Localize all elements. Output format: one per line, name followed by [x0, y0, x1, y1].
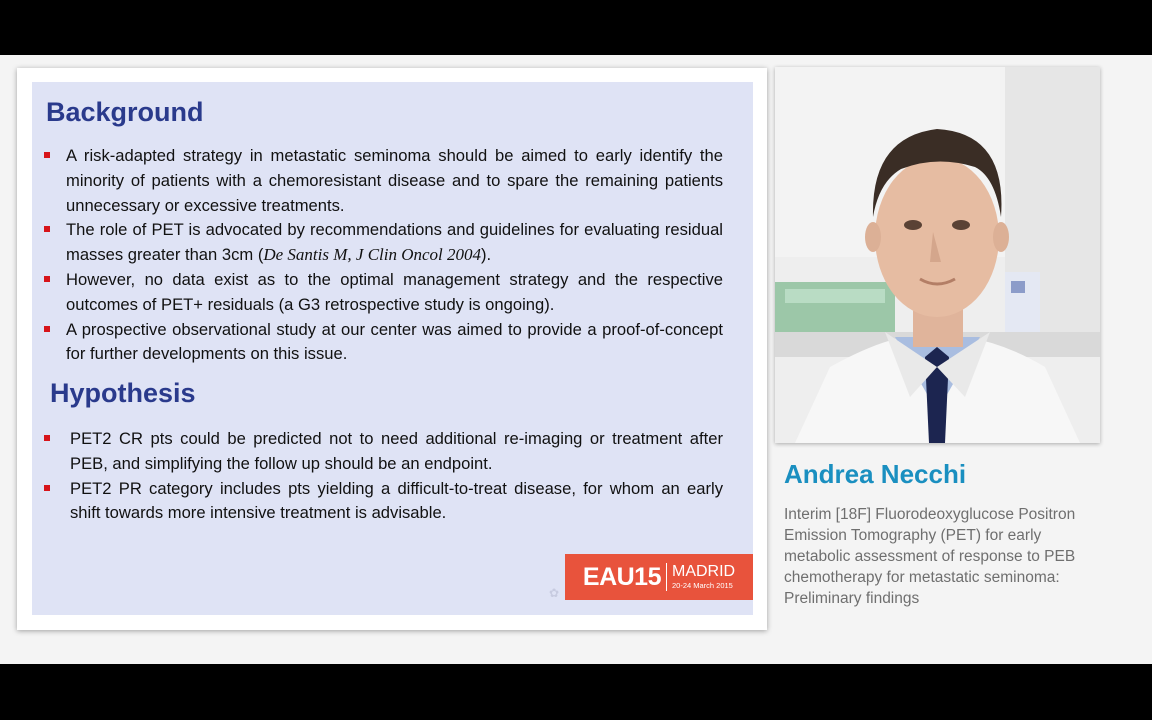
logo-dates: 20-24 March 2015 — [671, 581, 733, 591]
bullet-icon — [44, 326, 50, 332]
hypothesis-list — [70, 427, 723, 526]
speaker-photo — [775, 67, 1100, 443]
list-item — [70, 427, 723, 477]
list-item — [66, 218, 723, 268]
bullet-text: PET2 PR category includes pts yielding a difficult-to-treat disease, for whom an early shift towards more intensive treatment is advisable. — [70, 478, 723, 523]
bullet-text: PET2 CR pts could be predicted not to need additional re-imaging or treatment after PEB, and simplifying the follow up should be an endpoint. — [70, 429, 723, 473]
bullet-text: However, no data exist as to the optimal management strategy and the respective outcomes of PET+ residuals (a G3 retrospective study is ongoing). — [66, 269, 723, 314]
bullet-icon — [44, 226, 50, 232]
watermark-icon: ✿ — [549, 586, 560, 600]
list-item — [70, 477, 723, 527]
bullet-icon — [44, 435, 50, 441]
speaker-name: Andrea Necchi — [784, 459, 967, 489]
background-list — [66, 144, 723, 367]
eau-logo — [565, 554, 753, 600]
background-heading: Background — [46, 97, 204, 127]
list-item — [66, 318, 723, 368]
bullet-text: The role of PET is advocated by recommendations and guidelines for evaluating residual masses greater than 3cm ( — [66, 220, 723, 265]
logo-right — [672, 564, 735, 590]
citation-close: ). — [481, 245, 492, 265]
logo-eau-text: EAU15 — [582, 562, 661, 591]
speaker-portrait-image — [775, 67, 1100, 443]
talk-title: Interim [18F] Fluorodeoxyglucose Positron Emission Tomography (PET) for early metabolic assessment of response to PEB chemotherapy for metastatic seminoma: Preliminary findings — [784, 506, 1076, 607]
presentation-slide — [32, 82, 753, 615]
logo-city: MADRID — [671, 563, 736, 581]
hypothesis-heading: Hypothesis — [50, 378, 196, 408]
bullet-text: A prospective observational study at our center was aimed to provide a proof-of-concept for further developments on this issue. — [66, 319, 723, 364]
logo-divider — [666, 563, 667, 591]
video-stage — [0, 55, 1152, 664]
bullet-icon — [44, 276, 50, 282]
list-item — [66, 144, 723, 218]
list-item — [66, 268, 723, 318]
citation: De Santis M, J Clin Oncol 2004 — [263, 245, 482, 265]
bullet-text: A risk-adapted strategy in metastatic seminoma should be aimed to early identify the minority of patients with a chemoresistant disease and to spare the remaining patients unnecessary or excessive treatments. — [66, 146, 723, 215]
slide-frame — [17, 68, 767, 630]
bullet-icon — [44, 485, 50, 491]
bullet-icon — [44, 152, 50, 158]
